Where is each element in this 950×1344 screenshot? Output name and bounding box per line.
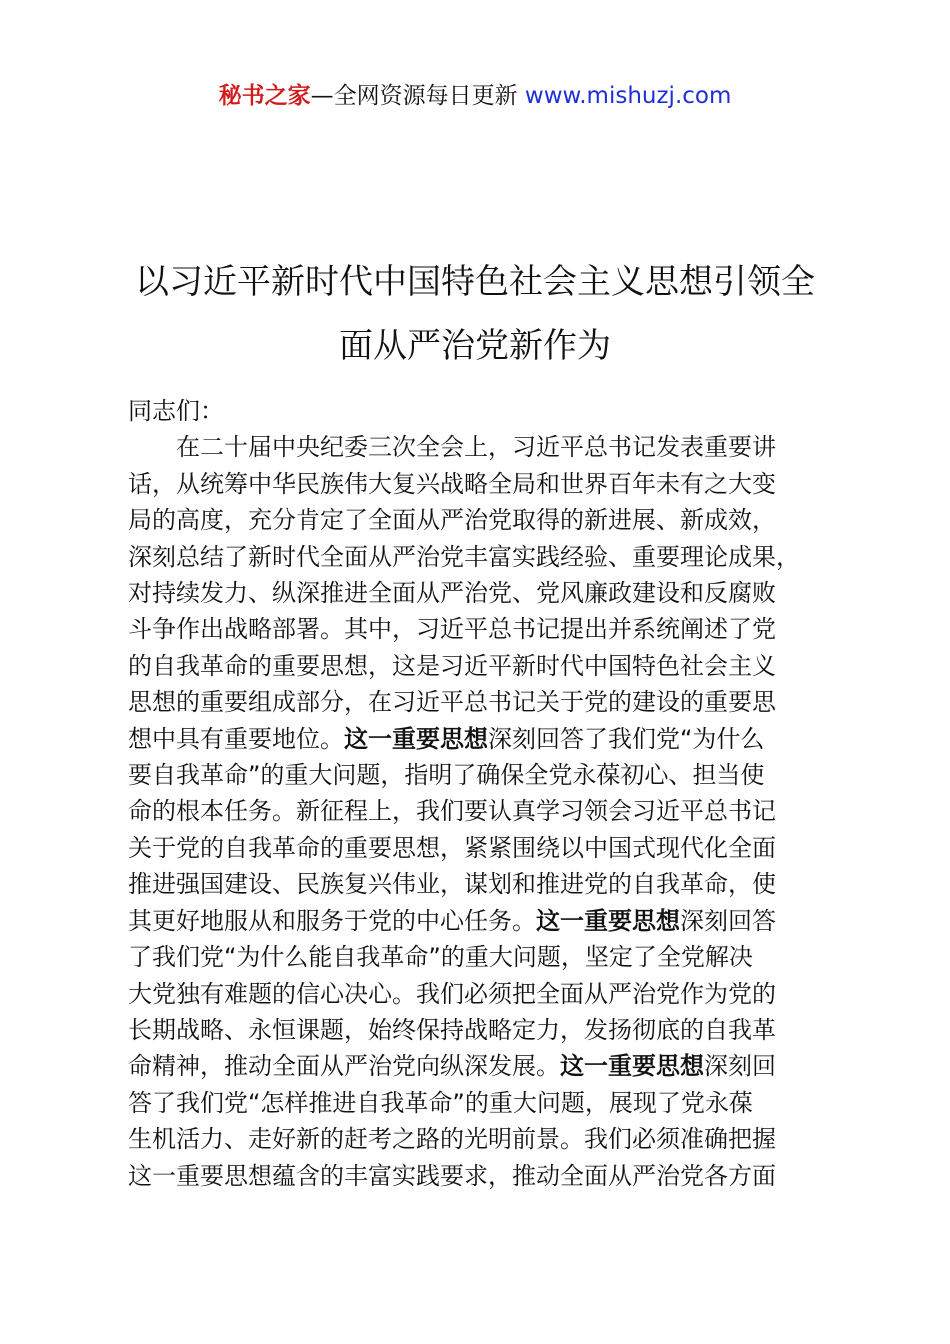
document-title (100, 250, 850, 378)
body-line (128, 903, 834, 939)
site-url-link[interactable]: www.mishuzj.com (524, 83, 732, 109)
emphasis-text: 这一重要思想 (560, 1052, 704, 1081)
body-line: 了我们党“为什么能自我革命”的重大问题，坚定了全党解决 (128, 943, 753, 972)
body-line: 在二十届中央纪委三次全会上，习近平总书记发表重要讲 (176, 433, 776, 462)
body-text-run: 深刻回 (704, 1052, 776, 1081)
body-text-run: 深刻回答了我们党“为什么 (488, 724, 765, 753)
body-line: 深刻总结了新时代全面从严治党丰富实践经验、重要理论成果， (128, 542, 800, 571)
body-line: 大党独有难题的信心决心。我们必须把全面从严治党作为党的 (128, 979, 776, 1008)
emphasis-text: 这一重要思想 (536, 906, 680, 935)
body-line: 答了我们党“怎样推进自我革命”的重大问题，展现了党永葆 (128, 1088, 753, 1117)
body-text-run: 想中具有重要地位。 (128, 724, 344, 753)
body-line: 对持续发力、纵深推进全面从严治党、党风廉政建设和反腐败 (128, 579, 776, 608)
body-line: 要自我革命”的重大问题，指明了确保全党永葆初心、担当使 (128, 761, 765, 790)
site-tagline: —全网资源每日更新 (310, 83, 518, 109)
body-line: 命的根本任务。新征程上，我们要认真学习领会习近平总书记 (128, 797, 776, 826)
body-text-run: 命精神，推动全面从严治党向纵深发展。 (128, 1052, 560, 1081)
site-brand: 秘书之家 (218, 83, 311, 109)
body-line: 斗争作出战略部署。其中，习近平总书记提出并系统阐述了党 (128, 615, 776, 644)
body-text-run: 其更好地服从和服务于党的中心任务。 (128, 906, 536, 935)
body-text-run: 深刻回答 (680, 906, 776, 935)
body-line (128, 721, 834, 757)
body-line: 长期战略、永恒课题，始终保持战略定力，发扬彻底的自我革 (128, 1015, 776, 1044)
body-line: 关于党的自我革命的重要思想，紧紧围绕以中国式现代化全面 (128, 833, 776, 862)
body-line: 话，从统筹中华民族伟大复兴战略全局和世界百年未有之大变 (128, 469, 776, 498)
body-line: 这一重要思想蕴含的丰富实践要求，推动全面从严治党各方面 (128, 1161, 776, 1190)
title-line: 以习近平新时代中国特色社会主义思想引领全 (135, 262, 815, 302)
body-line: 生机活力、走好新的赶考之路的光明前景。我们必须准确把握 (128, 1125, 776, 1154)
salutation: 同志们： (128, 397, 224, 425)
site-header (0, 80, 950, 112)
body-line: 思想的重要组成部分，在习近平总书记关于党的建设的重要思 (128, 688, 776, 717)
emphasis-text: 这一重要思想 (344, 724, 488, 753)
body-line: 局的高度，充分肯定了全面从严治党取得的新进展、新成效， (128, 506, 776, 535)
document-body (128, 393, 834, 1194)
title-line: 面从严治党新作为 (339, 326, 611, 366)
body-line (128, 1048, 834, 1084)
body-line: 的自我革命的重要思想，这是习近平新时代中国特色社会主义 (128, 651, 776, 680)
body-line: 推进强国建设、民族复兴伟业，谋划和推进党的自我革命，使 (128, 870, 776, 899)
